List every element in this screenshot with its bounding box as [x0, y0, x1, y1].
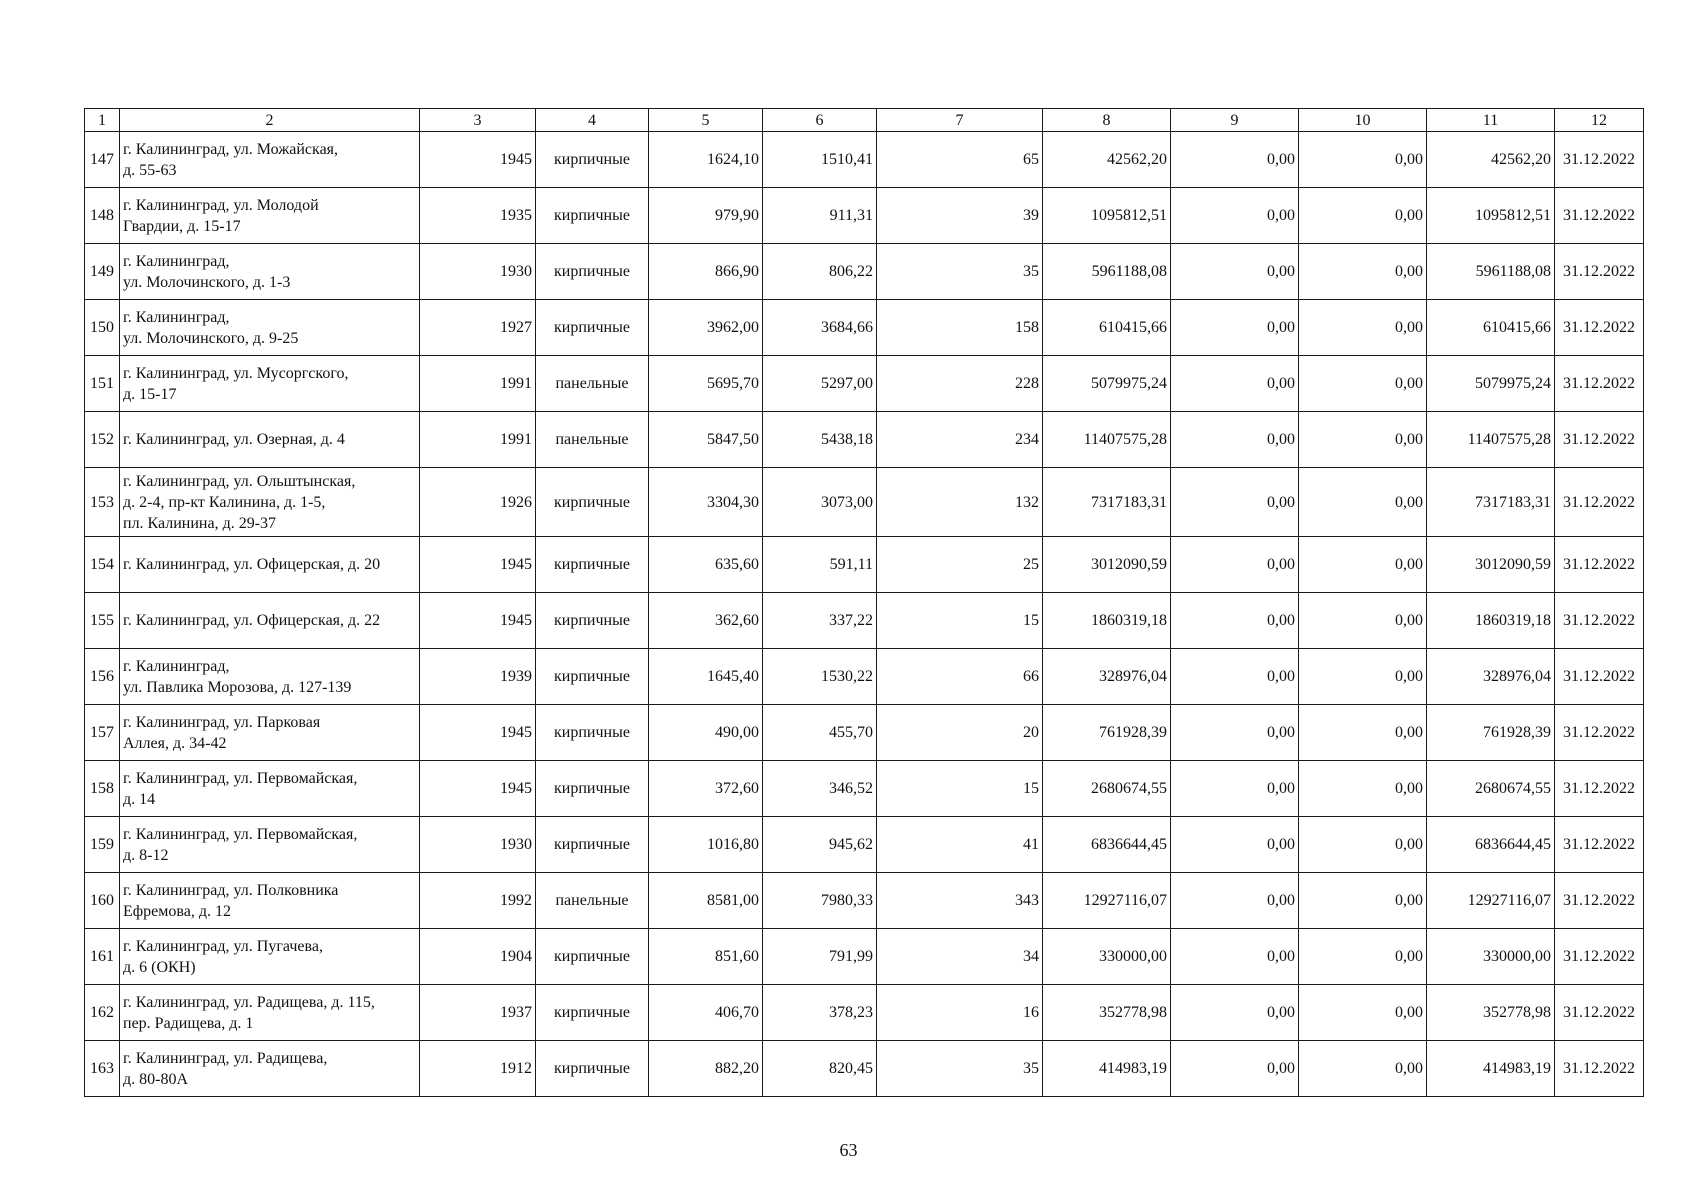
wall-material-cell: кирпичные: [536, 1041, 649, 1097]
column-5-cell: 372,60: [649, 761, 763, 817]
column-9-cell: 0,00: [1171, 929, 1299, 985]
column-7-cell: 228: [877, 356, 1043, 412]
deadline-date-cell: 31.12.2022: [1555, 537, 1644, 593]
address-line: г. Калининград, ул. Мусоргского,: [123, 364, 349, 382]
column-6-cell: 806,22: [763, 244, 877, 300]
row-number-cell: 156: [85, 649, 120, 705]
column-9-cell: 0,00: [1171, 761, 1299, 817]
column-11-cell: 414983,19: [1427, 1041, 1555, 1097]
column-6-cell: 455,70: [763, 705, 877, 761]
wall-material-cell: кирпичные: [536, 593, 649, 649]
table-row: [85, 244, 1644, 300]
column-5-cell: 635,60: [649, 537, 763, 593]
row-number-cell: 153: [85, 468, 120, 537]
column-11-cell: 352778,98: [1427, 985, 1555, 1041]
address-cell: [120, 649, 420, 705]
year-cell: 1945: [420, 761, 536, 817]
column-6-cell: 591,11: [763, 537, 877, 593]
column-10-cell: 0,00: [1299, 132, 1427, 188]
wall-material-cell: панельные: [536, 412, 649, 468]
address-line: г. Калининград, ул. Молодой: [123, 196, 319, 214]
wall-material-cell: кирпичные: [536, 985, 649, 1041]
column-number-10: 10: [1299, 109, 1427, 132]
column-10-cell: 0,00: [1299, 873, 1427, 929]
column-number-1: 1: [85, 109, 120, 132]
table-row: [85, 188, 1644, 244]
address-cell: [120, 705, 420, 761]
column-number-2: 2: [120, 109, 420, 132]
deadline-date-cell: 31.12.2022: [1555, 468, 1644, 537]
column-11-cell: 2680674,55: [1427, 761, 1555, 817]
column-10-cell: 0,00: [1299, 985, 1427, 1041]
table-row: [85, 873, 1644, 929]
column-number-9: 9: [1171, 109, 1299, 132]
address-cell: [120, 593, 420, 649]
address-line: г. Калининград, ул. Парковая: [123, 713, 321, 731]
column-7-cell: 15: [877, 761, 1043, 817]
column-10-cell: 0,00: [1299, 1041, 1427, 1097]
address-line: г. Калининград, ул. Первомайская,: [123, 825, 358, 843]
year-cell: 1992: [420, 873, 536, 929]
row-number-cell: 157: [85, 705, 120, 761]
column-6-cell: 820,45: [763, 1041, 877, 1097]
column-6-cell: 911,31: [763, 188, 877, 244]
address-cell: [120, 537, 420, 593]
column-8-cell: 1095812,51: [1043, 188, 1171, 244]
column-9-cell: 0,00: [1171, 300, 1299, 356]
column-7-cell: 234: [877, 412, 1043, 468]
column-number-8: 8: [1043, 109, 1171, 132]
address-cell: [120, 929, 420, 985]
column-11-cell: 12927116,07: [1427, 873, 1555, 929]
row-number-cell: 160: [85, 873, 120, 929]
column-9-cell: 0,00: [1171, 412, 1299, 468]
column-7-cell: 66: [877, 649, 1043, 705]
column-11-cell: 1860319,18: [1427, 593, 1555, 649]
column-9-cell: 0,00: [1171, 985, 1299, 1041]
address-line: г. Калининград, ул. Радищева, д. 115,: [123, 993, 375, 1011]
wall-material-cell: кирпичные: [536, 817, 649, 873]
column-8-cell: 12927116,07: [1043, 873, 1171, 929]
year-cell: 1945: [420, 132, 536, 188]
column-11-cell: 3012090,59: [1427, 537, 1555, 593]
column-5-cell: 1016,80: [649, 817, 763, 873]
column-9-cell: 0,00: [1171, 244, 1299, 300]
wall-material-cell: кирпичные: [536, 537, 649, 593]
column-10-cell: 0,00: [1299, 412, 1427, 468]
row-number-cell: 159: [85, 817, 120, 873]
column-11-cell: 330000,00: [1427, 929, 1555, 985]
column-7-cell: 20: [877, 705, 1043, 761]
deadline-date-cell: 31.12.2022: [1555, 761, 1644, 817]
row-number-cell: 149: [85, 244, 120, 300]
column-number-4: 4: [536, 109, 649, 132]
column-9-cell: 0,00: [1171, 705, 1299, 761]
column-8-cell: 11407575,28: [1043, 412, 1171, 468]
deadline-date-cell: 31.12.2022: [1555, 300, 1644, 356]
row-number-cell: 163: [85, 1041, 120, 1097]
address-line: д. 8-12: [123, 846, 169, 864]
column-6-cell: 3073,00: [763, 468, 877, 537]
address-cell: [120, 817, 420, 873]
column-number-6: 6: [763, 109, 877, 132]
column-11-cell: 11407575,28: [1427, 412, 1555, 468]
address-line: д. 55-63: [123, 161, 177, 179]
column-8-cell: 328976,04: [1043, 649, 1171, 705]
deadline-date-cell: 31.12.2022: [1555, 412, 1644, 468]
column-6-cell: 3684,66: [763, 300, 877, 356]
address-line: д. 2-4, пр-кт Калинина, д. 1-5,: [123, 493, 326, 511]
address-line: г. Калининград, ул. Ольштынская,: [123, 472, 356, 490]
table-row: [85, 929, 1644, 985]
address-line: ул. Павлика Морозова, д. 127-139: [123, 678, 352, 696]
column-8-cell: 3012090,59: [1043, 537, 1171, 593]
column-5-cell: 406,70: [649, 985, 763, 1041]
column-5-cell: 5695,70: [649, 356, 763, 412]
year-cell: 1935: [420, 188, 536, 244]
column-9-cell: 0,00: [1171, 1041, 1299, 1097]
address-line: д. 15-17: [123, 385, 177, 403]
column-10-cell: 0,00: [1299, 649, 1427, 705]
year-cell: 1930: [420, 244, 536, 300]
column-8-cell: 42562,20: [1043, 132, 1171, 188]
column-6-cell: 5297,00: [763, 356, 877, 412]
column-9-cell: 0,00: [1171, 356, 1299, 412]
address-line: ул. Молочинского, д. 1-3: [123, 273, 291, 291]
column-6-cell: 945,62: [763, 817, 877, 873]
wall-material-cell: панельные: [536, 873, 649, 929]
address-cell: [120, 132, 420, 188]
table-row: [85, 985, 1644, 1041]
wall-material-cell: панельные: [536, 356, 649, 412]
address-line: д. 80-80А: [123, 1070, 189, 1088]
column-5-cell: 3962,00: [649, 300, 763, 356]
address-line: г. Калининград,: [123, 657, 230, 675]
column-6-cell: 7980,33: [763, 873, 877, 929]
address-line: д. 6 (ОКН): [123, 958, 196, 976]
table-row: [85, 537, 1644, 593]
deadline-date-cell: 31.12.2022: [1555, 356, 1644, 412]
address-line: г. Калининград, ул. Радищева,: [123, 1049, 328, 1067]
column-5-cell: 5847,50: [649, 412, 763, 468]
column-5-cell: 866,90: [649, 244, 763, 300]
column-10-cell: 0,00: [1299, 593, 1427, 649]
year-cell: 1926: [420, 468, 536, 537]
address-line: г. Калининград, ул. Пугачева,: [123, 937, 323, 955]
column-11-cell: 7317183,31: [1427, 468, 1555, 537]
column-8-cell: 610415,66: [1043, 300, 1171, 356]
column-9-cell: 0,00: [1171, 132, 1299, 188]
column-8-cell: 5079975,24: [1043, 356, 1171, 412]
deadline-date-cell: 31.12.2022: [1555, 593, 1644, 649]
column-8-cell: 761928,39: [1043, 705, 1171, 761]
column-7-cell: 39: [877, 188, 1043, 244]
column-5-cell: 490,00: [649, 705, 763, 761]
column-number-7: 7: [877, 109, 1043, 132]
column-numbers-header: [85, 109, 1644, 132]
column-7-cell: 25: [877, 537, 1043, 593]
row-number-cell: 162: [85, 985, 120, 1041]
column-number-12: 12: [1555, 109, 1644, 132]
table-row: [85, 649, 1644, 705]
column-6-cell: 378,23: [763, 985, 877, 1041]
column-9-cell: 0,00: [1171, 593, 1299, 649]
column-7-cell: 35: [877, 1041, 1043, 1097]
column-10-cell: 0,00: [1299, 188, 1427, 244]
year-cell: 1991: [420, 412, 536, 468]
column-10-cell: 0,00: [1299, 300, 1427, 356]
column-8-cell: 352778,98: [1043, 985, 1171, 1041]
header-row: [85, 109, 1644, 132]
address-line: ул. Молочинского, д. 9-25: [123, 329, 299, 347]
address-cell: [120, 873, 420, 929]
column-7-cell: 343: [877, 873, 1043, 929]
column-10-cell: 0,00: [1299, 817, 1427, 873]
wall-material-cell: кирпичные: [536, 649, 649, 705]
column-8-cell: 2680674,55: [1043, 761, 1171, 817]
column-9-cell: 0,00: [1171, 188, 1299, 244]
year-cell: 1945: [420, 705, 536, 761]
row-number-cell: 154: [85, 537, 120, 593]
column-10-cell: 0,00: [1299, 244, 1427, 300]
address-line: г. Калининград,: [123, 308, 230, 326]
column-number-5: 5: [649, 109, 763, 132]
row-number-cell: 152: [85, 412, 120, 468]
table-row: [85, 356, 1644, 412]
address-line: г. Калининград, ул. Можайская,: [123, 140, 339, 158]
address-line: Гвардии, д. 15-17: [123, 217, 241, 235]
column-11-cell: 328976,04: [1427, 649, 1555, 705]
column-7-cell: 35: [877, 244, 1043, 300]
column-11-cell: 610415,66: [1427, 300, 1555, 356]
column-9-cell: 0,00: [1171, 649, 1299, 705]
deadline-date-cell: 31.12.2022: [1555, 873, 1644, 929]
housing-register-table: [84, 108, 1644, 1097]
column-5-cell: 979,90: [649, 188, 763, 244]
row-number-cell: 161: [85, 929, 120, 985]
column-6-cell: 1530,22: [763, 649, 877, 705]
year-cell: 1912: [420, 1041, 536, 1097]
column-11-cell: 42562,20: [1427, 132, 1555, 188]
column-9-cell: 0,00: [1171, 873, 1299, 929]
year-cell: 1939: [420, 649, 536, 705]
deadline-date-cell: 31.12.2022: [1555, 1041, 1644, 1097]
column-8-cell: 414983,19: [1043, 1041, 1171, 1097]
wall-material-cell: кирпичные: [536, 705, 649, 761]
address-line: д. 14: [123, 790, 156, 808]
column-5-cell: 851,60: [649, 929, 763, 985]
column-5-cell: 1645,40: [649, 649, 763, 705]
column-5-cell: 362,60: [649, 593, 763, 649]
table-row: [85, 593, 1644, 649]
column-6-cell: 791,99: [763, 929, 877, 985]
address-line: г. Калининград, ул. Офицерская, д. 22: [123, 612, 381, 629]
table-row: [85, 468, 1644, 537]
deadline-date-cell: 31.12.2022: [1555, 132, 1644, 188]
column-6-cell: 346,52: [763, 761, 877, 817]
address-cell: [120, 356, 420, 412]
wall-material-cell: кирпичные: [536, 188, 649, 244]
column-7-cell: 158: [877, 300, 1043, 356]
column-11-cell: 6836644,45: [1427, 817, 1555, 873]
column-11-cell: 1095812,51: [1427, 188, 1555, 244]
column-8-cell: 5961188,08: [1043, 244, 1171, 300]
table-row: [85, 300, 1644, 356]
page-number: 63: [839, 1140, 858, 1160]
address-cell: [120, 1041, 420, 1097]
wall-material-cell: кирпичные: [536, 761, 649, 817]
address-cell: [120, 985, 420, 1041]
deadline-date-cell: 31.12.2022: [1555, 985, 1644, 1041]
year-cell: 1945: [420, 537, 536, 593]
deadline-date-cell: 31.12.2022: [1555, 649, 1644, 705]
column-5-cell: 8581,00: [649, 873, 763, 929]
table-row: [85, 761, 1644, 817]
wall-material-cell: кирпичные: [536, 929, 649, 985]
address-cell: [120, 761, 420, 817]
column-7-cell: 34: [877, 929, 1043, 985]
address-line: г. Калининград, ул. Офицерская, д. 20: [123, 556, 381, 573]
table-row: [85, 412, 1644, 468]
column-8-cell: 330000,00: [1043, 929, 1171, 985]
column-10-cell: 0,00: [1299, 761, 1427, 817]
column-7-cell: 65: [877, 132, 1043, 188]
column-7-cell: 132: [877, 468, 1043, 537]
wall-material-cell: кирпичные: [536, 244, 649, 300]
year-cell: 1945: [420, 593, 536, 649]
address-line: пер. Радищева, д. 1: [123, 1014, 254, 1032]
address-line: г. Калининград,: [123, 252, 230, 270]
table-row: [85, 132, 1644, 188]
column-5-cell: 3304,30: [649, 468, 763, 537]
table-body: [85, 132, 1644, 1097]
address-cell: [120, 244, 420, 300]
column-number-3: 3: [420, 109, 536, 132]
deadline-date-cell: 31.12.2022: [1555, 244, 1644, 300]
column-7-cell: 16: [877, 985, 1043, 1041]
column-5-cell: 882,20: [649, 1041, 763, 1097]
column-10-cell: 0,00: [1299, 929, 1427, 985]
row-number-cell: 147: [85, 132, 120, 188]
row-number-cell: 151: [85, 356, 120, 412]
column-10-cell: 0,00: [1299, 705, 1427, 761]
address-line: г. Калининград, ул. Полковника: [123, 881, 339, 899]
column-11-cell: 761928,39: [1427, 705, 1555, 761]
address-cell: [120, 300, 420, 356]
column-number-11: 11: [1427, 109, 1555, 132]
wall-material-cell: кирпичные: [536, 468, 649, 537]
column-8-cell: 1860319,18: [1043, 593, 1171, 649]
year-cell: 1927: [420, 300, 536, 356]
wall-material-cell: кирпичные: [536, 300, 649, 356]
table-row: [85, 817, 1644, 873]
year-cell: 1991: [420, 356, 536, 412]
column-11-cell: 5079975,24: [1427, 356, 1555, 412]
address-cell: [120, 468, 420, 537]
deadline-date-cell: 31.12.2022: [1555, 929, 1644, 985]
column-6-cell: 337,22: [763, 593, 877, 649]
column-11-cell: 5961188,08: [1427, 244, 1555, 300]
column-9-cell: 0,00: [1171, 468, 1299, 537]
address-line: пл. Калинина, д. 29-37: [123, 514, 277, 532]
year-cell: 1904: [420, 929, 536, 985]
column-10-cell: 0,00: [1299, 356, 1427, 412]
column-7-cell: 15: [877, 593, 1043, 649]
column-9-cell: 0,00: [1171, 817, 1299, 873]
deadline-date-cell: 31.12.2022: [1555, 705, 1644, 761]
wall-material-cell: кирпичные: [536, 132, 649, 188]
column-8-cell: 7317183,31: [1043, 468, 1171, 537]
column-5-cell: 1624,10: [649, 132, 763, 188]
row-number-cell: 148: [85, 188, 120, 244]
column-10-cell: 0,00: [1299, 468, 1427, 537]
address-line: г. Калининград, ул. Первомайская,: [123, 769, 358, 787]
address-line: Ефремова, д. 12: [123, 902, 231, 920]
year-cell: 1930: [420, 817, 536, 873]
row-number-cell: 158: [85, 761, 120, 817]
row-number-cell: 150: [85, 300, 120, 356]
row-number-cell: 155: [85, 593, 120, 649]
column-8-cell: 6836644,45: [1043, 817, 1171, 873]
year-cell: 1937: [420, 985, 536, 1041]
column-9-cell: 0,00: [1171, 537, 1299, 593]
deadline-date-cell: 31.12.2022: [1555, 188, 1644, 244]
address-line: г. Калининград, ул. Озерная, д. 4: [123, 431, 345, 448]
column-7-cell: 41: [877, 817, 1043, 873]
address-line: Аллея, д. 34-42: [123, 734, 227, 752]
address-cell: [120, 412, 420, 468]
address-cell: [120, 188, 420, 244]
column-6-cell: 5438,18: [763, 412, 877, 468]
table-row: [85, 705, 1644, 761]
column-6-cell: 1510,41: [763, 132, 877, 188]
column-10-cell: 0,00: [1299, 537, 1427, 593]
table-row: [85, 1041, 1644, 1097]
deadline-date-cell: 31.12.2022: [1555, 817, 1644, 873]
